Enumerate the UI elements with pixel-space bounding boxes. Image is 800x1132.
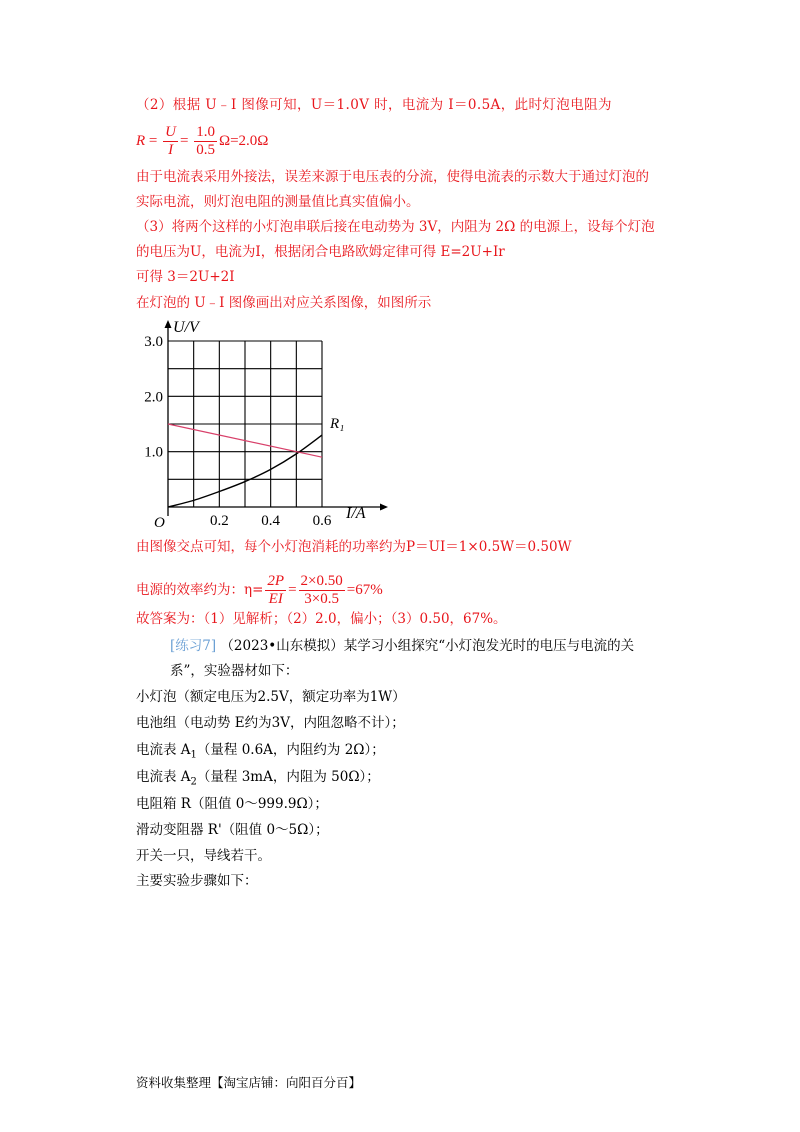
formula-lhs: R: [136, 132, 146, 149]
y-tick-label: 1.0: [144, 444, 163, 461]
x-tick-label: 0.4: [261, 513, 281, 529]
x-axis-label: I/A: [346, 505, 366, 522]
item-ammeter-a1: 电流表 $A_1$（量程 0.6A，内阻约为 2Ω）；: [136, 742, 385, 761]
y-tick-label: 2.0: [144, 389, 163, 406]
exercise-intro-line2: 系”，实验器材如下：: [170, 663, 299, 679]
origin-label: O: [154, 515, 165, 531]
exercise-tag: [练习7]: [170, 638, 217, 654]
solution-part2-line1: （2）根据 U﹣I 图像可知，U＝1.0V 时，电流为 I＝0.5A，此时灯泡电阻为: [136, 97, 612, 113]
solution-part3-line2: 的电压为U，电流为I，根据闭合电路欧姆定律可得 E=2U+Ir: [136, 244, 505, 260]
solution-part3-line5: 由图像交点可知，每个小灯泡消耗的功率约为P＝UI＝1×0.5W＝0.50W: [136, 539, 572, 555]
y-axis-arrow-icon: [165, 320, 172, 328]
efficiency-line: 电源的效率约为：η= $\frac{2P}{EI}$ = $\frac{2\times 0.50}{3\times 0.5}$ =67%: [136, 573, 383, 607]
steps-heading: 主要实验步骤如下：: [136, 873, 258, 889]
formula-result: Ω=2.0Ω: [218, 132, 269, 149]
solution-part3-line3: 可得 3＝2U+2I: [136, 269, 235, 285]
item-battery: 电池组（电动势 E约为3V，内阻忽略不计）；: [136, 715, 405, 731]
answer-line: 故答案为：（1）见解析；（2）2.0，偏小；（3）0.50，67%。: [136, 611, 507, 627]
item-bulb: 小灯泡（额定电压为2.5V，额定功率为1W）: [136, 689, 406, 705]
solution-part3-line1: （3）将两个这样的小灯泡串联后接在电动势为 3V，内阻为 2Ω 的电源上，设每个灯泡: [136, 219, 655, 235]
solution-part3-line4: 在灯泡的 U﹣I 图像画出对应关系图像，如图所示: [136, 295, 432, 311]
fraction-u-over-i: $\frac{U}{I}$: [165, 124, 176, 158]
chart-ticks: [144, 334, 332, 529]
x-axis-arrow-icon: [380, 504, 388, 511]
footer-source: 资料收集整理【淘宝店铺：向阳百分百】: [136, 1075, 362, 1090]
efficiency-label: 电源的效率约为：η=: [136, 582, 264, 598]
series-label-r1: R₁: [330, 416, 345, 433]
fraction-2p-over-ei: $\frac{2P}{EI}$: [267, 573, 285, 607]
fraction-efficiency-values: $\frac{2\times 0.50}{3\times 0.5}$: [300, 573, 343, 607]
item-rheostat: 滑动变阻器 R'（阻值 0～5Ω）；: [136, 822, 329, 838]
fraction-values: $\frac{1.0}{0.5}$: [196, 124, 215, 158]
item-ammeter-a2: 电流表 $A_2$（量程 3mA，内阻为 50Ω）；: [136, 769, 380, 788]
u-i-graph: [136, 318, 396, 532]
chart-axes: [165, 320, 389, 516]
exercise-intro-line1: [练习7] （2023•山东模拟）某学习小组探究“小灯泡发光时的电压与电流的关: [170, 638, 635, 654]
solution-part2-line3: 实际电流，则灯泡电阻的测量值比真实值偏小。: [136, 194, 420, 210]
x-tick-label: 0.6: [312, 513, 332, 529]
item-resistance-box: 电阻箱 R（阻值 0～999.9Ω）；: [136, 796, 328, 812]
y-tick-label: 3.0: [144, 334, 163, 350]
item-switch: 开关一只，导线若干。: [136, 848, 271, 864]
chart-series: [168, 416, 344, 507]
resistance-formula: R = $\frac{U}{I}$ = $\frac{1.0}{0.5}$ Ω=2.0Ω: [136, 124, 269, 158]
solution-part2-line2: 由于电流表采用外接法，误差来源于电压表的分流，使得电流表的示数大于通过灯泡的: [136, 169, 649, 185]
y-axis-label: U/V: [173, 319, 199, 336]
x-tick-label: 0.2: [209, 513, 229, 529]
efficiency-result: =67%: [346, 582, 383, 598]
